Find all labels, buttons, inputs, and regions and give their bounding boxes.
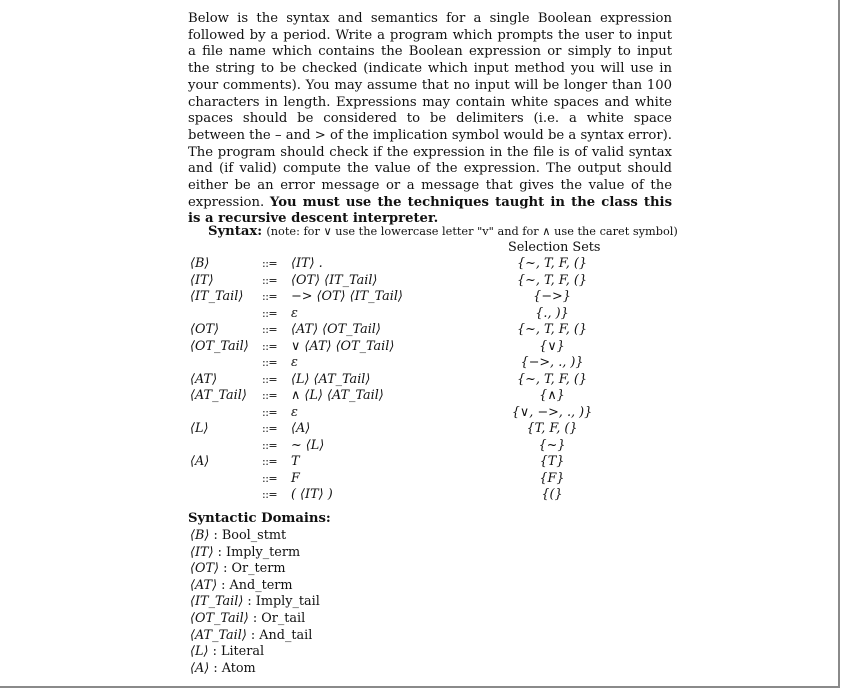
rule-selection-set: {−>} [533,289,571,304]
grammar-rule [0,405,838,421]
rule-rhs: ( ⟨IT⟩ ) [291,487,333,502]
rule-operator: ::= [262,389,278,402]
rule-operator: ::= [262,455,278,468]
rule-operator: ::= [262,356,278,369]
grammar-rule [0,388,838,404]
rule-selection-set: {∨, −>, ., )} [511,404,593,420]
domain-description: : Or_term [223,561,286,577]
grammar-rule [0,322,838,338]
domains-list [190,528,320,677]
rule-operator: ::= [262,339,278,353]
rule-lhs: ⟨IT_Tail⟩ [190,289,244,304]
rule-selection-set: {∧} [539,388,565,403]
syntax-heading [208,224,678,240]
grammar-rule [0,487,838,503]
domain-item [190,528,320,545]
domain-nonterminal: ⟨IT_Tail⟩ [190,594,244,610]
domain-description: : Or_tail [252,610,306,626]
domain-item [190,578,320,595]
domain-item [190,561,320,578]
domains-title: Syntactic Domains: [188,511,331,526]
description-emphasis: You must use the techniques taught in the class this is a recursive descent interpreter. [188,194,672,227]
domain-description: : Literal [212,644,265,660]
rule-operator: ::= [262,273,278,287]
grammar-rule [0,438,838,454]
rule-operator: ::= [262,471,278,485]
domain-description: : Imply_tail [247,594,320,610]
rule-rhs: ⟨L⟩ ⟨AT_Tail⟩ [291,371,371,387]
rule-rhs: ⟨A⟩ [291,421,311,436]
domain-nonterminal: ⟨B⟩ [190,528,210,543]
rule-selection-set: {~, T, F, (} [517,371,587,387]
rule-operator: ::= [262,438,278,452]
domain-item [190,545,320,562]
domain-description: : Atom [213,660,256,676]
rule-selection-set: {., )} [535,305,569,321]
domain-nonterminal: ⟨OT_Tail⟩ [190,610,249,626]
domain-nonterminal: ⟨IT⟩ [190,544,214,560]
domain-nonterminal: ⟨A⟩ [190,660,210,676]
rule-lhs: ⟨AT_Tail⟩ [190,388,247,403]
grammar-rule [0,289,838,305]
assignment-description [188,11,672,228]
domain-item [190,611,320,628]
rule-lhs: ⟨B⟩ [190,256,210,271]
rule-selection-set: {∨} [539,338,565,354]
rule-lhs: ⟨OT⟩ [190,322,220,337]
grammar-rule [0,372,838,388]
domain-nonterminal: ⟨OT⟩ [190,561,220,577]
rule-rhs: ~ ⟨L⟩ [291,437,325,453]
rule-selection-set: {~, T, F, (} [517,272,587,288]
domain-description: : And_term [221,577,293,593]
grammar-rule [0,454,838,470]
syntax-note: (note: for ∨ use the lowercase letter "v" and for ∧ use the caret symbol) [266,225,678,238]
domain-description: : And_tail [250,627,313,643]
rule-lhs: ⟨OT_Tail⟩ [190,338,249,354]
domain-description: : Imply_term [217,544,301,560]
rule-operator: ::= [262,372,278,386]
rule-rhs: T [291,454,300,469]
rule-selection-set: {~} [538,437,566,453]
rule-selection-set: {−>, ., )} [520,355,584,370]
rule-operator: ::= [262,257,278,270]
rule-selection-set: {~, T, F, (} [517,322,587,337]
grammar-rule [0,339,838,355]
domain-description: : Bool_stmt [213,528,287,543]
page-border-right [838,0,840,688]
grammar-rule [0,273,838,289]
rule-lhs: ⟨A⟩ [190,454,210,469]
rule-rhs: ⟨OT⟩ ⟨IT_Tail⟩ [291,272,378,288]
rule-rhs: ∨ ⟨AT⟩ ⟨OT_Tail⟩ [291,338,395,354]
grammar-rule [0,306,838,322]
rule-lhs: ⟨L⟩ [190,421,209,436]
domain-item [190,661,320,678]
description-text: Below is the syntax and semantics for a single Boolean expression followed by a period. Write a program which prompts the user to input a file name which contains the Boolean expression or simply to input the string to be checked (indicate which input method you will use in your comments). You may assume that no input will be longer than 100 characters in length. Expressions may contain white spaces and white spaces should be considered to be delimiters (i.e. a white space between the – and > of the implication symbol would be a syntax error). The program should check if the expression in the file is of valid syntax and (if valid) compute the value of the expression. The output should either be an error message or a message that gives the value of the expression. [188,11,672,210]
syntax-label: Syntax: [208,224,263,239]
domain-nonterminal: ⟨L⟩ [190,644,209,660]
rule-rhs: ⟨IT⟩ . [291,256,323,271]
grammar-rule [0,421,838,437]
rule-operator: ::= [262,290,278,303]
rule-rhs: ε [291,355,298,370]
rule-lhs: ⟨AT⟩ [190,371,218,387]
rule-selection-set: {T} [539,454,565,469]
rule-selection-set: {F} [539,470,565,486]
rule-rhs: −> ⟨OT⟩ ⟨IT_Tail⟩ [291,289,403,304]
grammar-rule [0,256,838,272]
rule-rhs: ε [291,404,298,420]
rule-lhs: ⟨IT⟩ [190,272,214,288]
rule-rhs: ∧ ⟨L⟩ ⟨AT_Tail⟩ [291,388,384,403]
rule-rhs: F [291,470,300,486]
rule-rhs: ⟨AT⟩ ⟨OT_Tail⟩ [291,322,381,337]
rule-operator: ::= [262,323,278,336]
rule-rhs: ε [291,305,298,321]
rule-selection-set: {(} [541,487,563,502]
domain-item [190,594,320,611]
domain-nonterminal: ⟨AT⟩ [190,577,218,593]
selection-sets-title: Selection Sets [508,240,601,255]
rule-selection-set: {~, T, F, (} [517,256,587,271]
rule-operator: ::= [262,306,278,320]
domain-item [190,644,320,661]
rule-selection-set: {T, F, (} [526,421,578,436]
grammar-rule [0,355,838,371]
grammar-rule [0,471,838,487]
rule-operator: ::= [262,422,278,435]
rule-operator: ::= [262,405,278,419]
domain-item [190,628,320,645]
rule-operator: ::= [262,488,278,501]
domain-nonterminal: ⟨AT_Tail⟩ [190,627,247,643]
